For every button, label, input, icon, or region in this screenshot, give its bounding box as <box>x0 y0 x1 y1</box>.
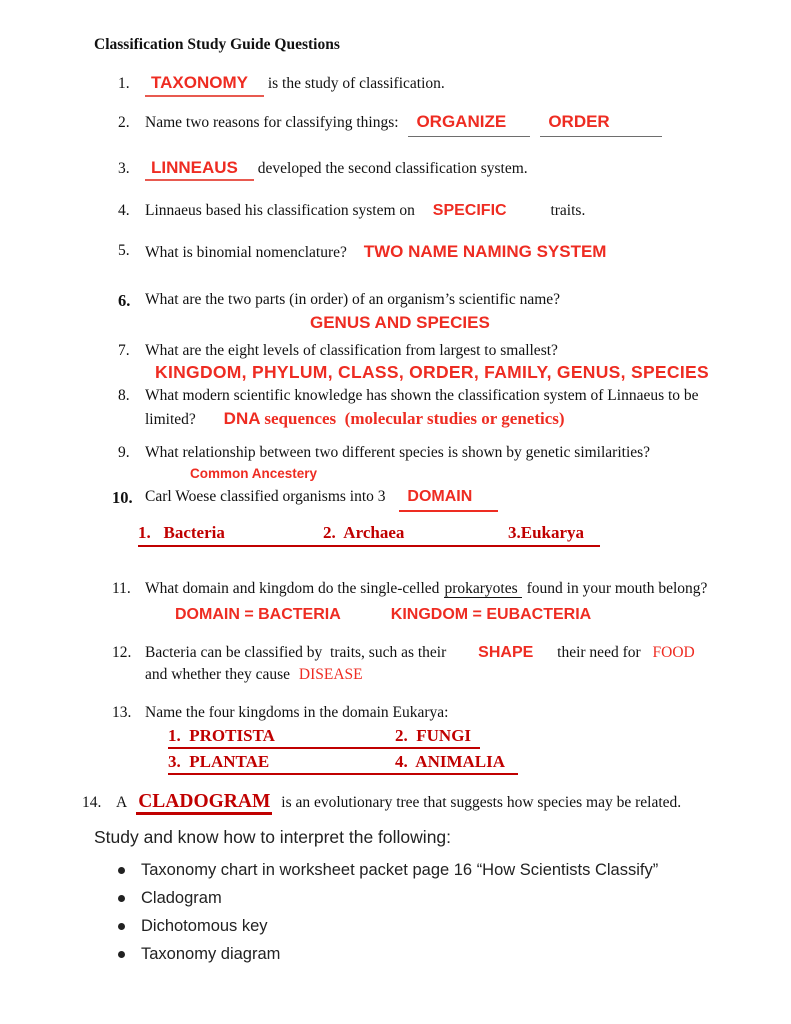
q2-number: 2. <box>118 113 130 131</box>
q9-number: 9. <box>118 443 130 461</box>
q10-text: Carl Woese classified organisms into 3 <box>145 488 386 506</box>
q8-text-line1: What modern scientific knowledge has shown the classification system of Linnaeus to be <box>145 387 699 405</box>
q11-text-2: found in your mouth belong? <box>526 579 708 597</box>
study-list <box>94 861 735 964</box>
q4-number: 4. <box>118 202 130 220</box>
q7-answer-line <box>155 362 735 383</box>
q10-number: 10. <box>112 488 133 508</box>
q14-number: 14. <box>82 794 102 812</box>
question-1 <box>94 73 735 97</box>
q12-text-line2: and whether they cause <box>145 665 291 683</box>
q3-number: 3. <box>118 159 130 177</box>
q12-text-mid: their need for <box>557 643 641 661</box>
q13-text: Name the four kingdoms in the domain Eukarya: <box>145 703 449 721</box>
q2-answer-2: ORDER <box>548 111 610 131</box>
question-11 <box>94 578 735 600</box>
q2-text: Name two reasons for classifying things: <box>145 113 399 131</box>
q8-text-line2: limited? <box>145 410 196 428</box>
q12-answer-shape: SHAPE <box>478 643 534 661</box>
question-14 <box>82 792 735 814</box>
question-4 <box>94 200 735 222</box>
study-heading: Study and know how to interpret the following: <box>94 826 452 847</box>
q6-answer: GENUS AND SPECIES <box>310 312 490 332</box>
q7-answer: KINGDOM, PHYLUM, CLASS, ORDER, FAMILY, GENUS, SPECIES <box>155 362 709 383</box>
q13-answer-protista: 1. PROTISTA <box>168 726 275 746</box>
q2-answer-1: ORGANIZE <box>416 111 507 131</box>
q1-number: 1. <box>118 75 130 92</box>
q4-text: Linnaeus based his classification system on <box>145 202 415 220</box>
q10-item-bacteria: 1. Bacteria <box>138 522 225 542</box>
q12-number: 12. <box>112 643 132 661</box>
q8-number: 8. <box>118 387 130 405</box>
q11-number: 11. <box>112 579 131 597</box>
list-item <box>94 945 735 964</box>
q5-text: What is binomial nomenclature? <box>145 243 347 261</box>
bullet-text-taxonomy-diagram: Taxonomy diagram <box>141 944 281 963</box>
q3-answer-blank <box>145 158 254 182</box>
q11-answer-domain: DOMAIN = BACTERIA <box>175 605 341 623</box>
question-8 <box>94 385 735 430</box>
q8-answer-part2: sequences (molecular studies or genetics) <box>264 408 565 428</box>
q10-answer: DOMAIN <box>407 488 473 506</box>
bullet-icon <box>118 923 125 930</box>
q13-answer-row-2 <box>168 752 518 775</box>
bullet-text-cladogram: Cladogram <box>141 888 222 907</box>
question-5 <box>94 240 735 264</box>
q13-answer-plantae: 3. PLANTAE <box>168 752 270 772</box>
question-7 <box>94 340 735 362</box>
question-3 <box>94 158 735 182</box>
q10-item-archaea: 2. Archaea <box>323 522 405 542</box>
q9-answer-line <box>190 465 735 483</box>
question-9 <box>94 442 735 464</box>
q10-item-eukarya: 3.Eukarya <box>508 522 585 542</box>
list-item <box>94 861 735 880</box>
q11-answer-kingdom: KINGDOM = EUBACTERIA <box>390 605 592 623</box>
q6-text: What are the two parts (in order) of an organism’s scientific name? <box>145 290 561 308</box>
bullet-text-taxonomy-chart: Taxonomy chart in worksheet packet page 16 “How Scientists Classify” <box>141 860 659 879</box>
question-10 <box>94 486 735 511</box>
q10-items-line <box>138 523 600 547</box>
q3-text: developed the second classification system. <box>257 159 528 177</box>
q9-answer: Common Ancestery <box>190 466 318 482</box>
q12-text: Bacteria can be classified by traits, such as their <box>145 643 447 661</box>
q9-text: What relationship between two different species is shown by genetic similarities? <box>145 443 651 461</box>
bullet-icon <box>118 867 125 874</box>
q7-text: What are the eight levels of classification from largest to smallest? <box>145 341 558 359</box>
q13-number: 13. <box>112 703 132 721</box>
q14-answer: CLADOGRAM <box>136 791 272 815</box>
question-6 <box>94 289 735 312</box>
q1-answer: TAXONOMY <box>151 73 248 92</box>
question-12 <box>94 642 735 686</box>
question-2 <box>94 112 735 137</box>
q5-answer: TWO NAME NAMING SYSTEM <box>363 241 607 261</box>
q8-answer-part1: DNA <box>223 408 261 428</box>
list-item <box>94 889 735 908</box>
q2-answer-blank-1 <box>408 113 530 137</box>
q6-answer-line <box>310 313 735 333</box>
list-item <box>94 917 735 936</box>
q4-answer: SPECIFIC <box>432 202 507 220</box>
q1-answer-blank <box>145 73 264 97</box>
q11-text-1: What domain and kingdom do the single-celled <box>145 579 440 597</box>
q3-answer: LINNEAUS <box>151 157 238 177</box>
q7-number: 7. <box>118 341 130 359</box>
q10-answer-blank <box>399 488 498 511</box>
q12-answer-disease: DISEASE <box>298 665 363 683</box>
q14-text: A <box>116 794 127 812</box>
q11-underlined-word: prokaryotes <box>444 580 521 598</box>
q13-answer-fungi: 2. FUNGI <box>395 726 472 746</box>
page-title: Classification Study Guide Questions <box>94 36 340 53</box>
q5-number: 5. <box>118 241 130 259</box>
q14-text-after: is an evolutionary tree that suggests how species may be related. <box>281 794 682 812</box>
q2-answer-blank-2 <box>540 113 662 137</box>
bullet-text-dichotomous-key: Dichotomous key <box>141 916 268 935</box>
bullet-icon <box>118 895 125 902</box>
q1-text: is the study of classification. <box>267 75 445 92</box>
q13-answer-row-1 <box>168 726 480 749</box>
q12-answer-food: FOOD <box>652 643 695 661</box>
q11-answer-line <box>175 606 735 624</box>
q13-answer-animalia: 4. ANIMALIA <box>395 752 506 772</box>
q6-number: 6. <box>118 290 131 310</box>
q4-text-after: traits. <box>550 202 586 220</box>
question-13 <box>94 702 735 724</box>
bullet-icon <box>118 951 125 958</box>
